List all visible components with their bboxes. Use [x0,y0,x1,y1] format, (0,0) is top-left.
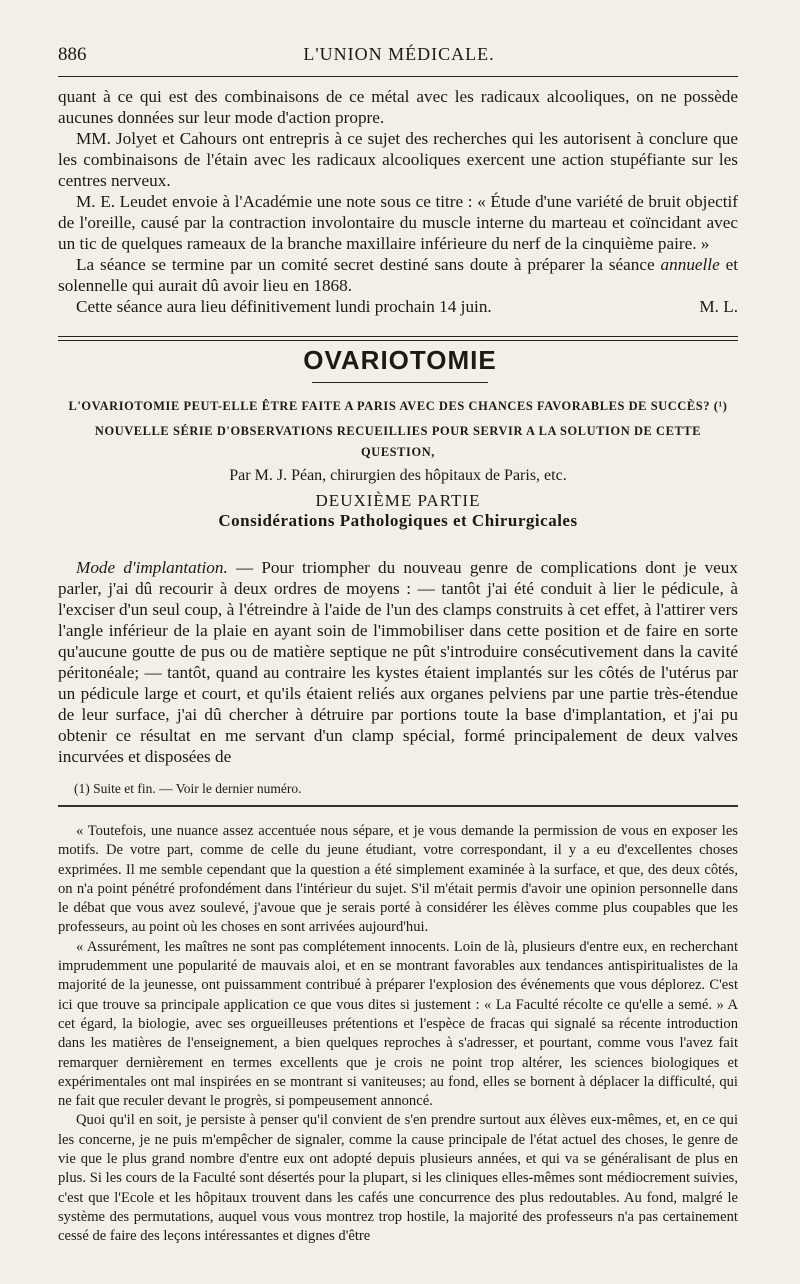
emphasis: annuelle [660,255,720,274]
signature: M. L. [699,297,738,316]
feuilleton [58,822,738,1247]
title-rule [312,382,488,383]
feuilleton-separator [58,805,738,807]
paragraph: MM. Jolyet et Cahours ont entrepris à ce sujet des recherches qui les autorisent à conclure que les combinaisons de l'étain avec les radicaux alcooliques exercent une action stupéfiante sur les centres nerveux. [58,129,738,190]
page-number: 886 [58,44,87,65]
article-title: OVARIOTOMIE [303,345,497,375]
section-lead: Mode d'implantation. [76,558,228,577]
article-author: Par M. J. Péan, chirurgien des hôpitaux de Paris, etc. [229,467,567,484]
paragraph: Mode d'implantation. — Pour triompher du nouveau genre de complications dont je veux parler, j'ai dû recourir à deux ordres de moyens : — tantôt j'ai été conduit à lier le pédicule, à l'exciser d'un seul coup, à l'étreindre à l'aide de l'un des clamps construits à cet effet, à l'attirer vers l'angle inférieur de la plaie en ayant soin de l'immobiliser dans cette position et de faire en sorte qu'aucune goutte de pus ou de matière septique ne pût s'introduire consécutivement dans la cavité péritonéale; — tantôt, quand au contraire les kystes étaient implantés sur les côtés de l'utérus par un pédicule large et court, et qu'ils étaient reliés aux organes pelviens par une partie très-étendue de leur surface, j'ai dû chercher à détruire par portions toute la base d'implantation, et j'ai pu obtenir ce résultat en me servant d'un clamp spécial, formé principalement de deux valves incurvées et disposées de [58,558,738,766]
part-heading: DEUXIÈME PARTIE [315,491,481,510]
footnote: (1) Suite et fin. — Voir le dernier numéro. [74,781,302,796]
paragraph: « Assurément, les maîtres ne sont pas complétement innocents. Loin de là, plusieurs d'entre eux, en recherchant imprudemment une popularité de mauvais aloi, et en se montrant favorables aux tendances antispiritualistes de la majorité de la jeunesse, ont puissamment contribué à préparer l'explosion des événements que vous déplorez. C'est ici que trouve sa principale application ce que vous dites si justement : « La Faculté récolte ce qu'elle a semé. » A cet égard, la biologie, avec ses orgueilleuses prétentions et l'espèce de fracas qui signalé sa récente introduction dans les matières de l'enseignement, a bien quelques reproches à s'adresser, et pourtant, comme vous l'avez fait remarquer dernièrement en termes excellents que je crois ne point trop altérer, les sciences biologiques et expérimentales ont mal inspirées en se montrant si vaniteuses; au fond, elles se bornent à déplacer la difficulté, qui ne fait que reculer devant le progrès, si pompeusement annoncé. [58,938,738,1110]
paragraph: Quoi qu'il en soit, je persiste à penser qu'il convient de s'en prendre surtout aux élèves eux-mêmes, et, en ce qui les concerne, je ne puis m'empêcher de signaler, comme la cause principale de l'état actuel des choses, le genre de vie que le plus grand nombre d'entre eux ont adopté depuis plusieurs années, et qui va se généralisant de plus en plus. Si les cours de la Faculté sont désertés pour la plupart, si les cliniques elles-mêmes sont médiocrement suivies, c'est que l'Ecole et les hôpitaux trouvent dans les cafés une concurrence des plus redoutables. Au fond, malgré le système des permutations, auquel vous vous montrez trop hostile, la majorité des professeurs n'a pas certainement cessé de faire des leçons intéressantes et dignes d'être [58,1112,738,1245]
top-section [58,86,738,317]
journal-title: L'UNION MÉDICALE. [303,44,495,64]
article-question: L'OVARIOTOMIE PEUT-ELLE ÊTRE FAITE A PARIS AVEC DES CHANCES FAVORABLES DE SUCCÈS? (¹) [68,399,728,413]
running-header [58,44,740,74]
section-subtitle: Considérations Pathologiques et Chirurgicales [218,511,578,530]
section-rule [58,336,738,341]
article-heading [58,396,738,531]
article-body [58,557,738,767]
header-rule [58,76,738,77]
closing-line: Cette séance aura lieu définitivement lundi prochain 14 juin. M. L. [76,297,738,316]
article-series: NOUVELLE SÉRIE D'OBSERVATIONS RECUEILLIES POUR SERVIR A LA SOLUTION DE CETTE QUESTION, [94,424,702,459]
paragraph: M. E. Leudet envoie à l'Académie une note sous ce titre : « Étude d'une variété de bruit objectif de l'oreille, causé par la contraction involontaire du muscle interne du marteau et coïncidant avec un tic de quelques rameaux de la branche maxillaire inférieure du nerf de la cinquième paire. » [58,192,738,253]
paragraph: « Toutefois, une nuance assez accentuée nous sépare, et je vous demande la permission de vous en exposer les motifs. De votre part, comme de celle du jeune étudiant, votre correspondant, il y a eu d'excellentes choses exprimées. Il me semble cependant que la question a été simplement examinée à la surface, et que, des deux côtés, on n'a point pénétré profondément dans l'intérieur du sujet. S'il m'était permis d'avoir une opinion personnelle dans le débat que vous avez soulevé, j'avoue que je serais porté à considérer les élèves comme plus coupables que les professeurs, au point où les choses en sont arrivées aujourd'hui. [58,823,738,936]
paragraph: quant à ce qui est des combinaisons de ce métal avec les radicaux alcooliques, on ne possède aucunes données sur leur mode d'action propre. [58,87,738,127]
paragraph: La séance se termine par un comité secret destiné sans doute à préparer la séance annuelle et solennelle qui aurait dû avoir lieu en 1868. [58,255,739,295]
